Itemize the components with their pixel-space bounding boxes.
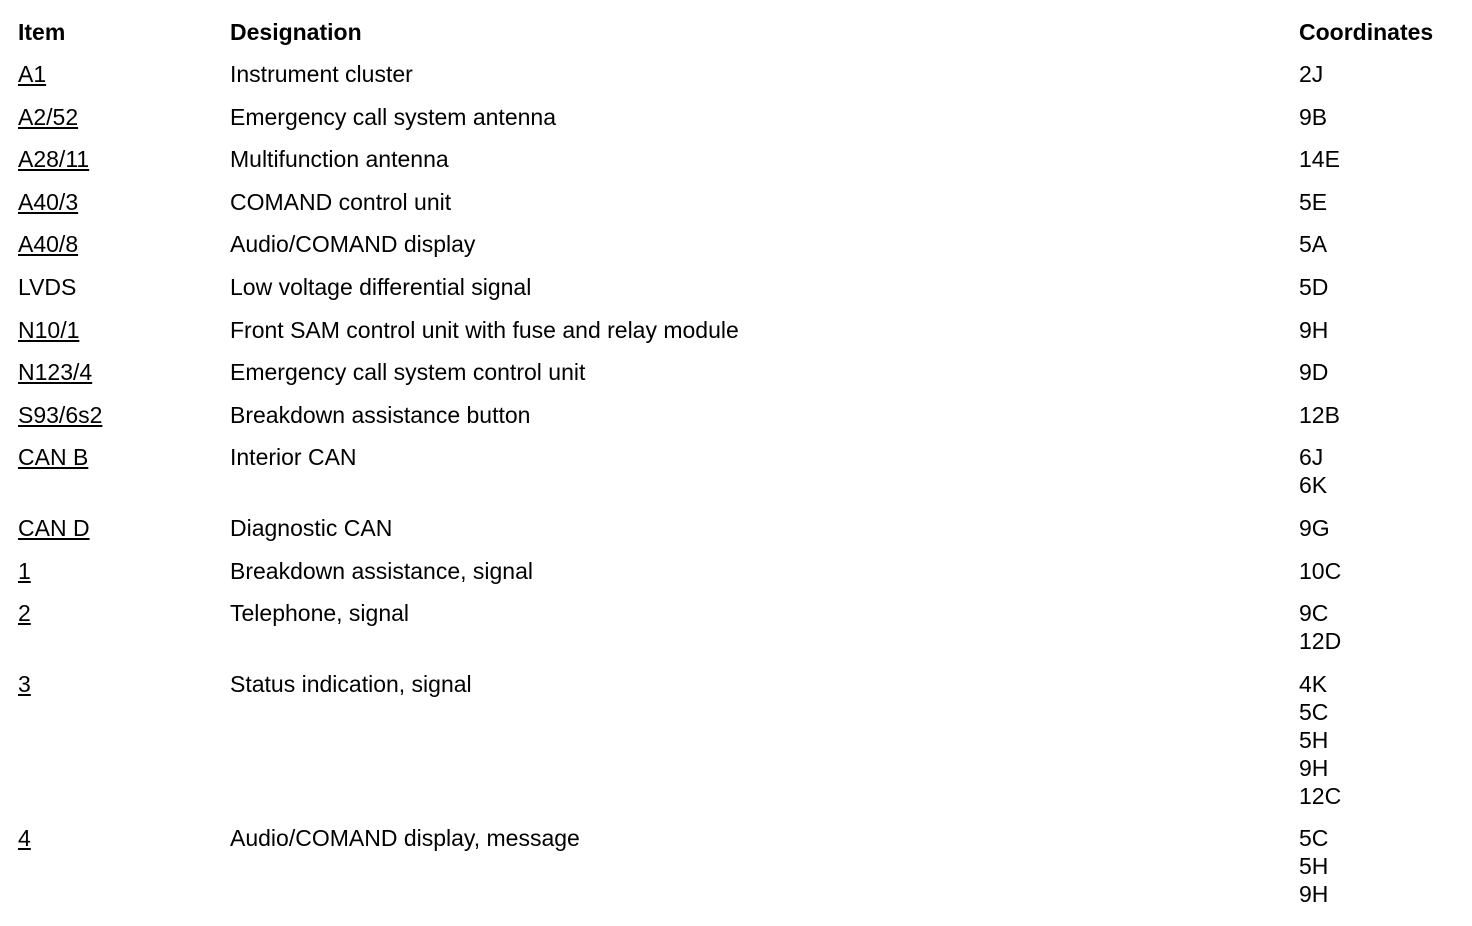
- coordinate-value: 5E: [1299, 188, 1328, 215]
- designation-cell: Breakdown assistance, signal: [230, 557, 533, 584]
- coordinate-value: 10C: [1299, 557, 1342, 584]
- coordinates-cell: [1299, 401, 1458, 429]
- coordinate-value: 5H: [1299, 726, 1329, 753]
- item-link[interactable]: S93/6s2: [18, 401, 103, 428]
- table-row: [18, 443, 1458, 514]
- item-link[interactable]: A28/11: [18, 146, 90, 173]
- table-row: [18, 358, 1458, 401]
- designation-cell: COMAND control unit: [230, 188, 452, 215]
- designation-cell: Interior CAN: [230, 444, 357, 471]
- item-link[interactable]: A2/52: [18, 103, 79, 130]
- item-link[interactable]: 2: [18, 600, 31, 627]
- item-link[interactable]: A40/8: [18, 231, 79, 258]
- coordinates-cell: [1299, 316, 1458, 344]
- coordinate-value: 12D: [1299, 628, 1342, 655]
- table-row: [18, 599, 1458, 670]
- designation-cell: Diagnostic CAN: [230, 514, 393, 541]
- coordinates-cell: [1299, 557, 1458, 585]
- table-row: [18, 401, 1458, 444]
- coordinates-cell: [1299, 824, 1458, 908]
- item-link[interactable]: A40/3: [18, 188, 79, 215]
- coordinate-value: 14E: [1299, 146, 1340, 173]
- coordinates-cell: [1299, 514, 1458, 542]
- table-row: [18, 103, 1458, 146]
- item-link[interactable]: A1: [18, 61, 47, 87]
- coordinate-value: 5C: [1299, 824, 1329, 851]
- designation-cell: Emergency call system antenna: [230, 103, 556, 130]
- coordinate-value: 5H: [1299, 852, 1329, 879]
- table-row: [18, 316, 1458, 359]
- designation-cell: Low voltage differential signal: [230, 273, 532, 300]
- table-row: [18, 514, 1458, 557]
- designation-cell: Emergency call system control unit: [230, 359, 586, 386]
- table-row: [18, 670, 1458, 824]
- coordinate-value: 9G: [1299, 514, 1330, 541]
- designation-cell: Status indication, signal: [230, 670, 472, 697]
- table-row: [18, 824, 1458, 908]
- coordinate-value: 6J: [1299, 444, 1324, 471]
- designation-cell: Multifunction antenna: [230, 146, 449, 173]
- coordinates-cell: [1299, 230, 1458, 258]
- table-row: [18, 557, 1458, 600]
- header-item: Item: [18, 19, 66, 45]
- table-row: [18, 188, 1458, 231]
- coordinates-cell: [1299, 599, 1458, 655]
- item-label: LVDS: [18, 273, 77, 300]
- coordinate-value: 12C: [1299, 782, 1342, 809]
- coordinates-cell: [1299, 60, 1458, 88]
- coordinates-cell: [1299, 145, 1458, 173]
- designation-cell: Breakdown assistance button: [230, 401, 531, 428]
- coordinates-cell: [1299, 443, 1458, 499]
- item-link[interactable]: 3: [18, 670, 31, 697]
- designation-cell: Front SAM control unit with fuse and relay module: [230, 316, 739, 343]
- header-designation: Designation: [230, 19, 362, 45]
- table-row: [18, 230, 1458, 273]
- item-link[interactable]: N10/1: [18, 316, 80, 343]
- coordinate-value: 12B: [1299, 401, 1340, 428]
- item-link[interactable]: CAN D: [18, 514, 90, 541]
- designation-cell: Instrument cluster: [230, 61, 413, 87]
- designation-cell: Audio/COMAND display, message: [230, 824, 580, 851]
- coordinates-cell: [1299, 670, 1458, 810]
- table-row: [18, 273, 1458, 316]
- coordinate-value: 9C: [1299, 600, 1329, 627]
- coordinates-cell: [1299, 358, 1458, 386]
- coordinate-value: 5C: [1299, 698, 1329, 725]
- coordinate-value: 6K: [1299, 472, 1328, 499]
- coordinate-value: 9B: [1299, 103, 1328, 130]
- designation-cell: Telephone, signal: [230, 600, 410, 627]
- coordinate-value: 4K: [1299, 670, 1328, 697]
- coordinates-cell: [1299, 188, 1458, 216]
- coordinates-cell: [1299, 103, 1458, 131]
- designation-cell: Audio/COMAND display: [230, 231, 476, 258]
- table-row: [18, 60, 1458, 103]
- item-link[interactable]: CAN B: [18, 444, 89, 471]
- table-header: [18, 18, 1458, 60]
- coordinates-cell: [1299, 273, 1458, 301]
- legend-table: [18, 18, 1458, 908]
- item-link[interactable]: N123/4: [18, 359, 93, 386]
- coordinate-value: 9D: [1299, 359, 1329, 386]
- table-row: [18, 145, 1458, 188]
- item-link[interactable]: 4: [18, 824, 31, 851]
- coordinate-value: 2J: [1299, 61, 1324, 87]
- coordinate-value: 9H: [1299, 754, 1329, 781]
- item-link[interactable]: 1: [18, 557, 31, 584]
- header-coordinates: Coordinates: [1299, 19, 1434, 45]
- coordinate-value: 5A: [1299, 231, 1328, 258]
- coordinate-value: 9H: [1299, 316, 1329, 343]
- coordinate-value: 5D: [1299, 273, 1329, 300]
- coordinate-value: 9H: [1299, 880, 1329, 907]
